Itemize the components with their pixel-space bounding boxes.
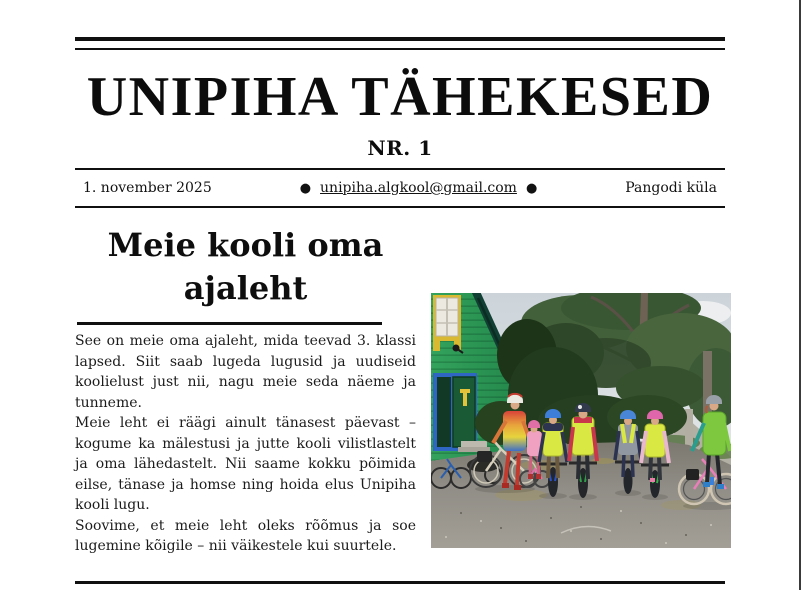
footer-rule (75, 581, 725, 584)
dateline-rule-bottom (75, 206, 725, 208)
issue-number: NR. 1 (367, 136, 433, 160)
article-headline: Meie kooli oma ajaleht (107, 226, 384, 307)
masthead-title: UNIPIHA TÄHEKESED (86, 66, 714, 128)
dateline-center (300, 180, 538, 196)
article-body (75, 331, 416, 557)
masthead-rule-thick (75, 37, 725, 41)
article-paragraph: Soovime, et meie leht oleks rõõmus ja soe lugemine kõigile – nii väikestele kui suurtele. (75, 517, 416, 554)
article-paragraph: Meie leht ei räägi ainult tänasest päevast – kogume ka mälestusi ja jutte kooli vilistlastelt ja oma lähedastelt. Nii saame kokku põimida eilse, tänase ja homse ning hoida elus Unipiha kooli lugu. (75, 415, 416, 513)
school-photo-illustration (431, 293, 731, 548)
school-photo (431, 293, 731, 548)
dateline (75, 170, 725, 206)
bullet-icon: ● (299, 180, 312, 196)
headline-rule (77, 322, 382, 325)
dateline-place: Pangodi küla (625, 180, 717, 196)
masthead-rule-thin (75, 48, 725, 50)
dateline-date: 1. november 2025 (83, 180, 212, 196)
bullet-icon: ● (525, 180, 538, 196)
email-link[interactable]: unipiha.algkool@gmail.com (320, 180, 517, 196)
article-paragraph: See on meie oma ajaleht, mida teevad 3. klassi lapsed. Siit saab lugeda lugusid ja uudiseid koolielust just nii, nagu meie seda näeme ja tunneme. (75, 333, 416, 411)
